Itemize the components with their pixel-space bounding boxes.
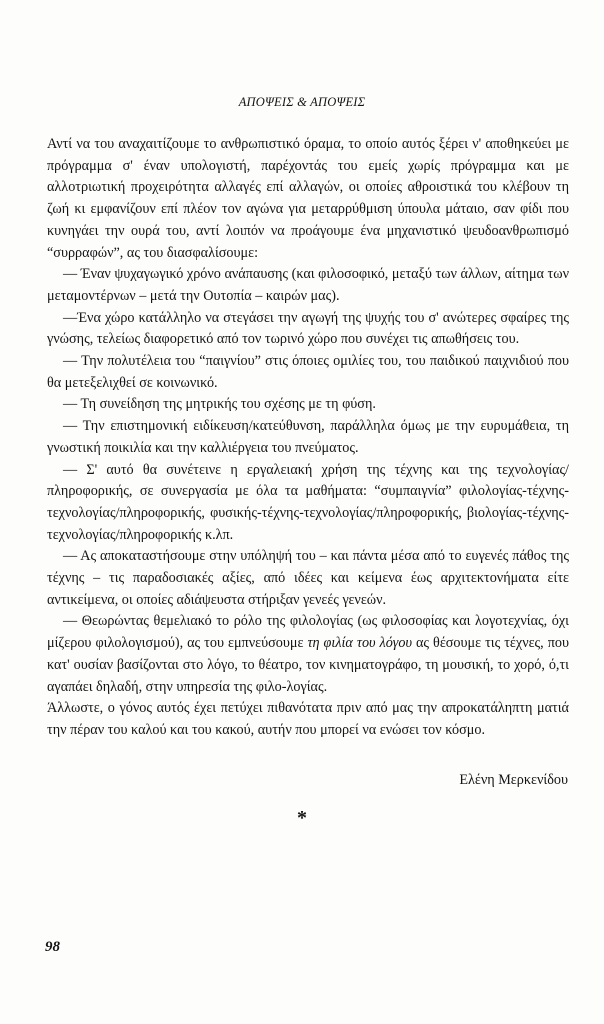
- paragraph-item-traditional-values: — Ας αποκαταστήσουμε στην υπόληψή του – και πάντα μέσα από το ευγενές πάθος της τέχνης – τις παραδοσιακές αξίες, από ιδέες και κείμενα έως αρχιτεκτονήματα είτε αντικείμενα, οι οποίες αδιάψευστα στήριξαν γενεές γενεών.: [47, 548, 569, 608]
- author-signature: Ελένη Μερκενίδου: [459, 772, 568, 788]
- paragraph-item-leisure: — Έναν ψυχαγωγικό χρόνο ανάπαυσης (και φιλοσοφικό, μεταξύ των άλλων, αίτημα των μεταμοντέρνων – μετά την Ουτοπία – καιρών μας).: [47, 266, 569, 304]
- paragraph-item-philology: [47, 611, 569, 698]
- philology-text-before: — Θεωρώντας θεμελιακό το ρόλο της φιλολογίας (ως φιλοσοφίας και λογοτεχνίας, όχι μίζερου φιλολογισμού), ας του εμπνεύσουμε: [47, 613, 569, 652]
- article-body: [47, 134, 569, 742]
- paragraph-conclusion: Άλλωστε, ο γόνος αυτός έχει πετύχει πιθανότατα πριν από μας την απροκατάληπτη ματιά την πέραν του καλού και του κακού, αυτήν που μπορεί να ενώσει τον κόσμο.: [47, 700, 569, 738]
- paragraph-intro: Αντί να του αναχαιτίζουμε το ανθρωπιστικό όραμα, το οποίο αυτός ξέρει ν' αποθηκεύει με πρόγραμμα σ' έναν υπολογιστή, παρέχοντάς του εμείς χωρίς πρόγραμμα και με αλλοτριωτική προχειρότητα αλλαγές επί αλλαγών, οι οποίες αθροιστικά του κλέβουν τη ζωή κι εμφανίζουν επί πλέον τον αγώνα για μεταρρύθμιση ύπουλα μάταιο, σαν φίδι που κυνηγάει την ουρά του, αντί λοιπόν να προάγουμε ένα μηχανιστικό ψευδοανθρωπισμό “συρραφών”, ας του διασφαλίσουμε:: [47, 136, 569, 261]
- running-header: ΑΠΟΨΕΙΣ & ΑΠΟΨΕΙΣ: [238, 95, 366, 109]
- paragraph-item-space: —Ένα χώρο κατάλληλο να στεγάσει την αγωγή της ψυχής του σ' ανώτερες σφαίρες της γνώσης, τελείως διαφορετικό από τον τωρινό χώρο που συνέχει τις απωθήσεις του.: [47, 309, 569, 348]
- philology-emphasis: τη φιλία του λόγου: [307, 635, 412, 652]
- philology-text-after: ας θέσουμε τις τέχνες, που κατ' ουσίαν βασίζονται στο λόγο, το θέατρο, τον κινηματογράφο, τη μουσική, το χορό, ό,τι αγαπάει δηλαδή, στην υπηρεσία της φιλο-λογίας.: [47, 635, 570, 695]
- paragraph-item-nature: — Τη συνείδηση της μητρικής του σχέσης με τη φύση.: [63, 396, 376, 413]
- paragraph-item-play: — Την πολυτέλεια του “παιγνίου” στις όποιες ομιλίες του, του παιδικού παιχνιδιού που θα μετεξελιχθεί σε κοινωνικό.: [47, 353, 569, 391]
- section-separator: *: [297, 807, 307, 829]
- paragraph-item-art-technology: — Σ' αυτό θα συνέτεινε η εργαλειακή χρήση της τέχνης και της τεχνολογίας/πληροφορικής, σε συνεργασία με όλα τα μαθήματα: “συμπαιγνία” φιλολογίας-τέχνης-τεχνολογίας/πληροφορικής, φυσικής-τέχνης-τεχνολογίας/πληροφορικής, βιολογίας-τέχνης-τεχνολογίας/πληροφορικής κ.λπ.: [47, 461, 569, 543]
- paragraph-item-specialization: — Την επιστημονική ειδίκευση/κατεύθυνση, παράλληλα όμως με την ευρυμάθεια, τη γνωστική ποικιλία και την καλλιέργεια του πνεύματος.: [47, 418, 569, 456]
- page-number: 98: [45, 939, 60, 955]
